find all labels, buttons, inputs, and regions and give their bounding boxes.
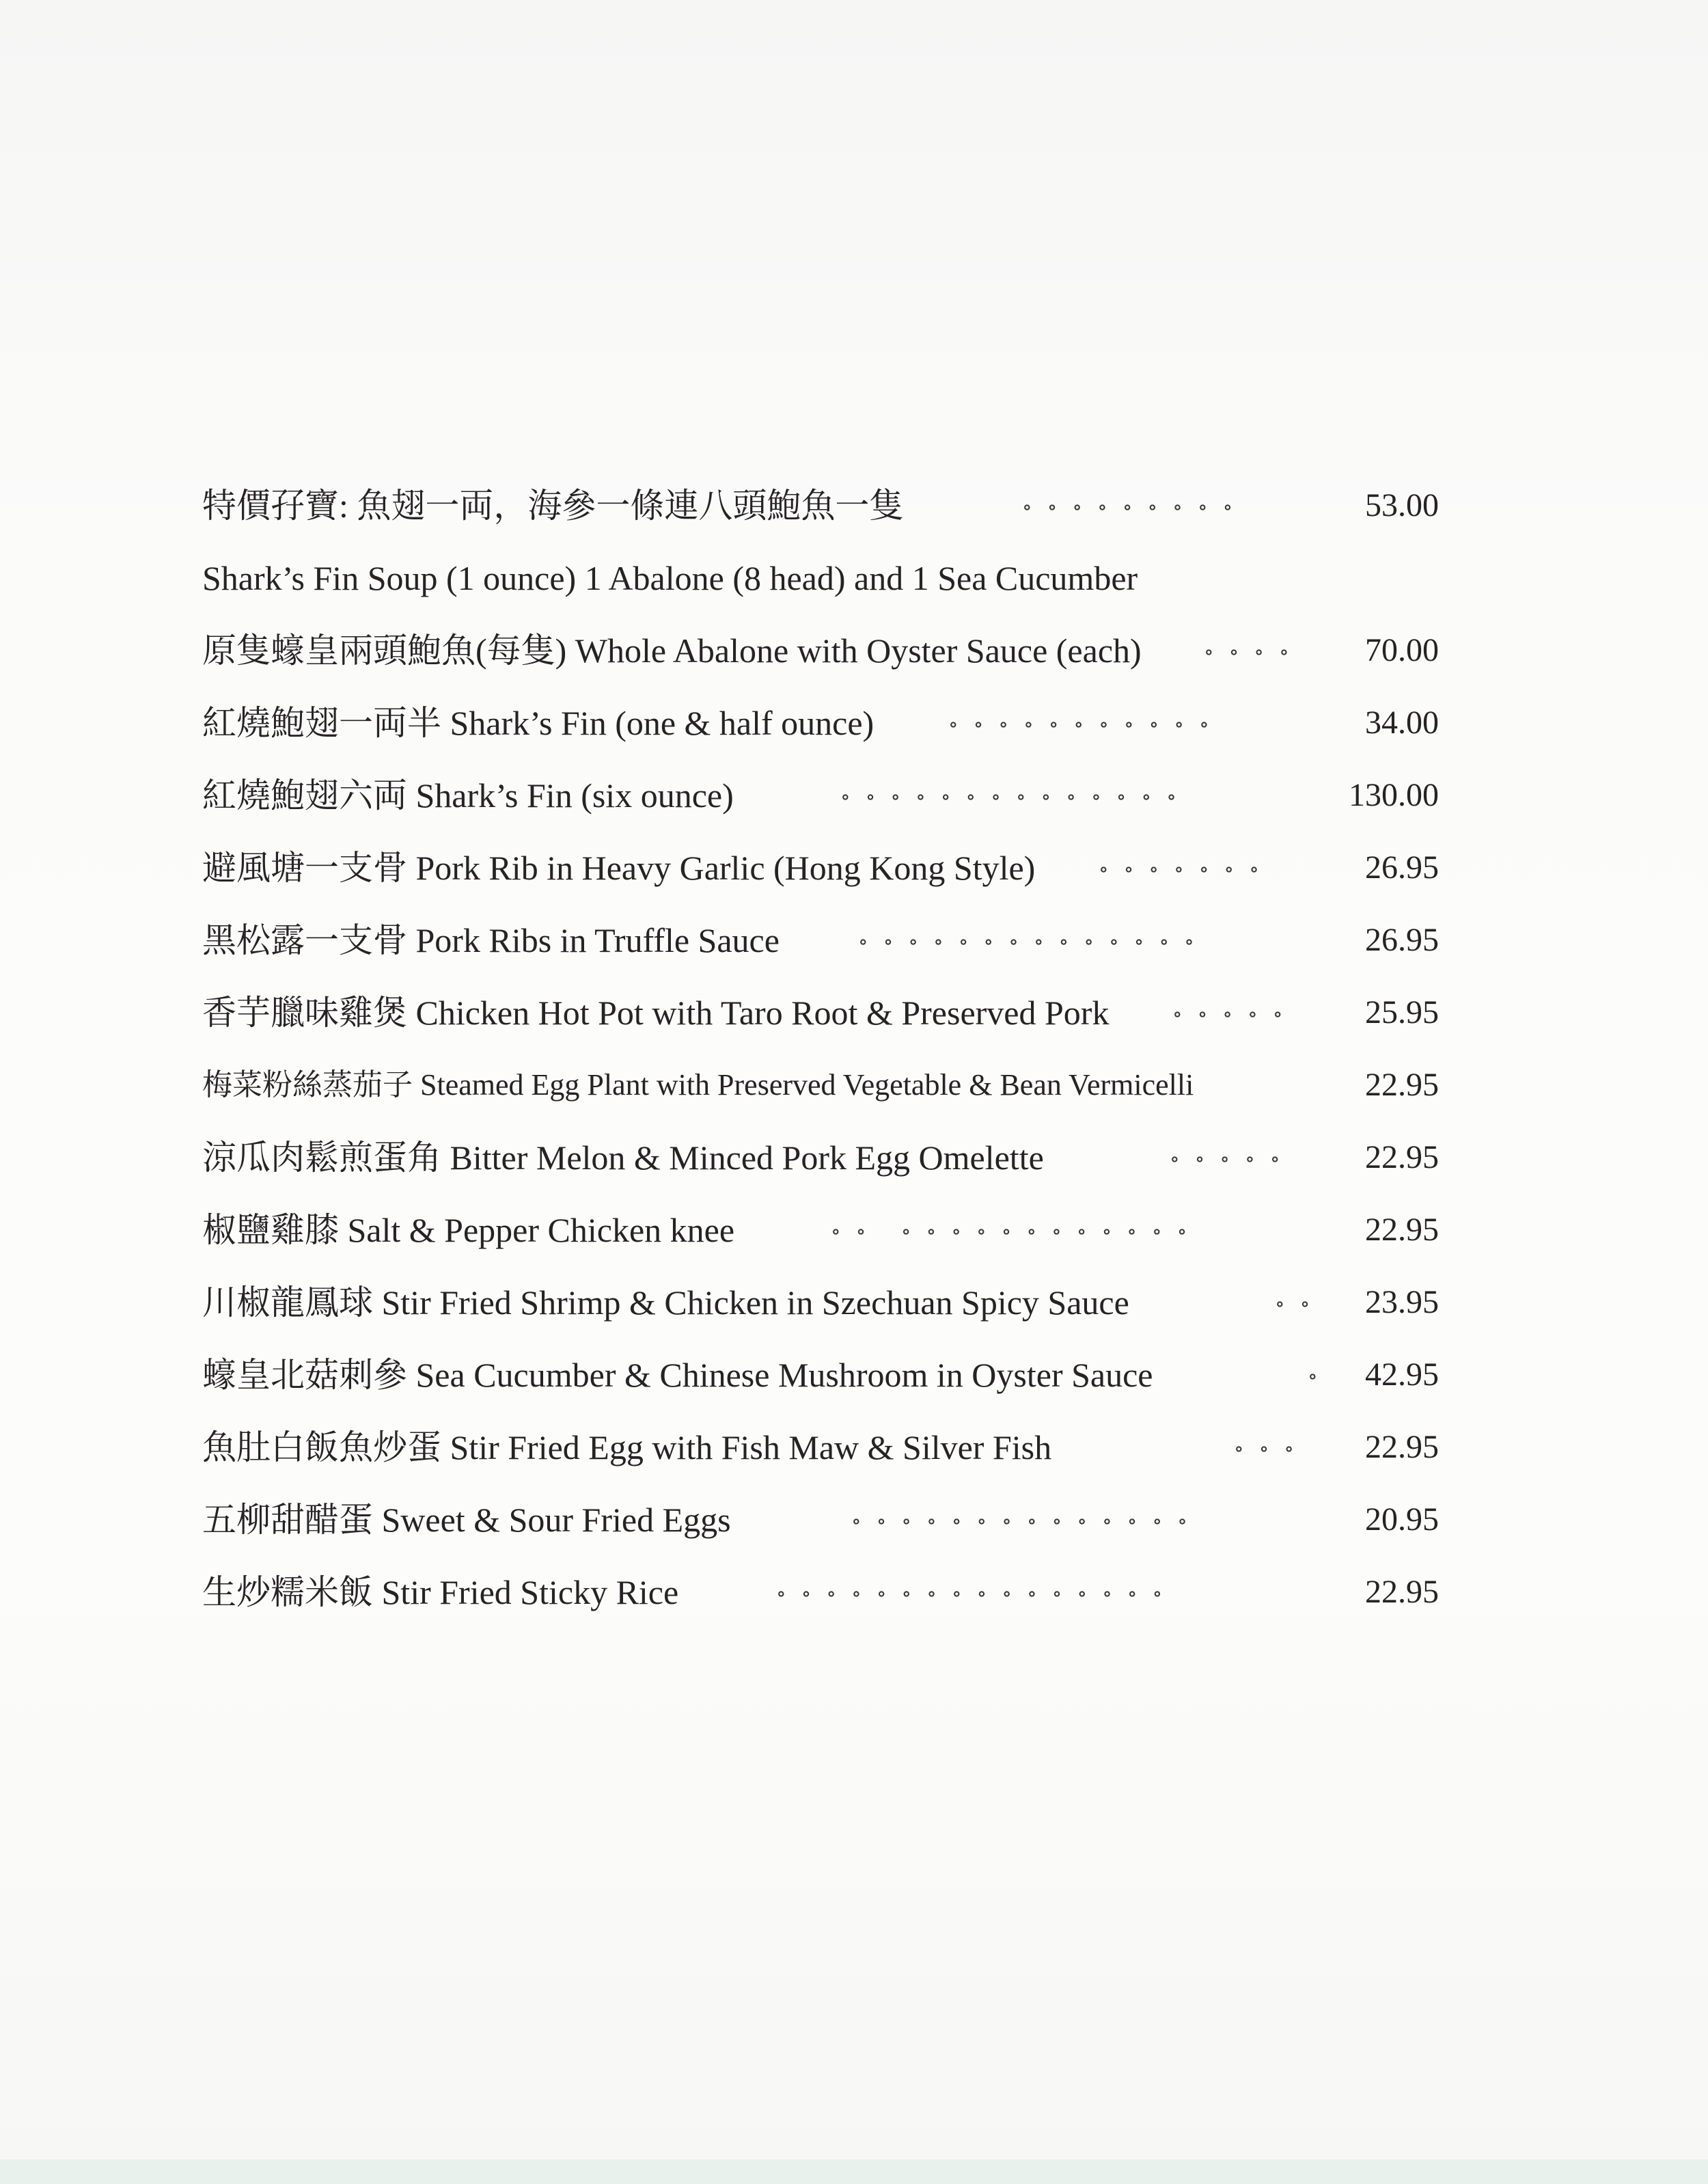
menu-item-price: 130.00 (1349, 777, 1439, 813)
menu-item-name: 黑松露一支骨 Pork Ribs in Truffle Sauce (202, 921, 780, 959)
menu-item-leader: ∘∘∘∘∘ (1172, 1003, 1298, 1026)
menu-item (202, 1492, 1439, 1547)
menu-item-leader: ∘∘∘∘∘∘∘∘∘∘∘∘∘∘ (840, 786, 1192, 808)
menu-item-name: 川椒龍鳳球 Stir Fried Shrimp & Chicken in Szechuan Spicy Sauce (202, 1283, 1129, 1322)
menu-item-leader: ∘∘∘∘∘∘∘∘∘∘∘ (948, 713, 1224, 736)
menu-item (202, 696, 1439, 750)
menu-item-price: 20.95 (1365, 1501, 1439, 1538)
menu-item (202, 985, 1439, 1040)
menu-item-leader: ∘∘∘∘∘∘∘∘∘∘∘∘∘∘ (851, 1510, 1202, 1533)
menu-item-leader: ∘ (1308, 1365, 1333, 1388)
menu-item-leader: ∘∘ (1275, 1293, 1325, 1315)
menu-item (202, 841, 1439, 895)
menu-item (202, 768, 1439, 823)
menu-item (202, 1275, 1439, 1330)
menu-item-name: 涼瓜肉鬆煎蛋角 Bitter Melon & Minced Pork Egg Omelette (202, 1138, 1044, 1177)
menu-item-price: 25.95 (1365, 994, 1439, 1030)
menu-item-price: 26.95 (1365, 922, 1439, 958)
menu-item-leader: ∘∘∘∘ (1204, 641, 1304, 664)
menu-item-leader: ∘∘∘ (1234, 1438, 1310, 1460)
menu-item-name: 特價孖寶: 魚翅一両，海參一條連八頭鮑魚一隻 (202, 487, 904, 525)
menu-item-price: 22.95 (1365, 1429, 1439, 1465)
menu-item-name: 蠔皇北菇刺參 Sea Cucumber & Chinese Mushroom in Oyster Sauce (202, 1356, 1153, 1394)
menu-item-name: 紅燒鮑翅六両 Shark’s Fin (six ounce) (202, 776, 734, 815)
menu-item-price: 53.00 (1365, 487, 1439, 523)
menu-item-name: 梅菜粉絲蒸茄子 Steamed Egg Plant with Preserved Vegetable & Bean Vermicelli (202, 1068, 1194, 1102)
menu-item (202, 1058, 1439, 1113)
menu-item-name: 紅燒鮑翅一両半 Shark’s Fin (one & half ounce) (202, 704, 874, 742)
menu-item-price: 22.95 (1365, 1067, 1439, 1103)
menu-item (202, 1348, 1439, 1402)
menu-item-price: 22.95 (1365, 1139, 1439, 1175)
menu-item (202, 623, 1439, 678)
menu-item-price: 22.95 (1365, 1574, 1439, 1610)
menu-item (202, 551, 1439, 605)
menu-item-name: Shark’s Fin Soup (1 ounce) 1 Abalone (8 head) and 1 Sea Cucumber (202, 559, 1138, 597)
menu-item-leader: ∘∘∘∘∘∘∘∘∘ (1022, 496, 1248, 519)
menu-item-name: 原隻蠔皇兩頭鮑魚(每隻) Whole Abalone with Oyster Sauce (each) (202, 631, 1142, 670)
menu-item-leader: ∘∘∘∘∘ (1170, 1148, 1295, 1171)
menu-item-leader: ∘∘∘∘∘∘∘ (1099, 858, 1274, 881)
menu-item (202, 1130, 1439, 1185)
menu-item (202, 913, 1439, 968)
menu-item-price: 23.95 (1365, 1284, 1439, 1320)
menu-item-name: 避風塘一支骨 Pork Rib in Heavy Garlic (Hong Kong Style) (202, 849, 1036, 887)
menu-item-leader: ∘∘ ∘∘∘∘∘∘∘∘∘∘∘∘ (831, 1220, 1202, 1243)
menu-item-price: 22.95 (1365, 1212, 1439, 1248)
menu-item (202, 1420, 1439, 1475)
menu-item-leader: ∘∘∘∘∘∘∘∘∘∘∘∘∘∘ (858, 931, 1209, 953)
menu-item (202, 1203, 1439, 1257)
menu-item-leader: ∘∘∘∘∘∘∘∘∘∘∘∘∘∘∘∘ (776, 1583, 1178, 1605)
menu-item-name: 香芋臘味雞煲 Chicken Hot Pot with Taro Root & Preserved Pork (202, 994, 1110, 1032)
menu-item-name: 五柳甜醋蛋 Sweet & Sour Fried Eggs (202, 1501, 731, 1539)
menu-item-name: 生炒糯米飯 Stir Fried Sticky Rice (202, 1573, 679, 1611)
menu-item-price: 70.00 (1365, 632, 1439, 668)
menu-item (202, 478, 1439, 533)
menu-item-price: 34.00 (1365, 705, 1439, 741)
menu-item-price: 26.95 (1365, 849, 1439, 886)
menu-item-price: 42.95 (1365, 1356, 1439, 1393)
menu-item (202, 1565, 1439, 1620)
page-edge (0, 2159, 1708, 2184)
menu-item-name: 魚肚白飯魚炒蛋 Stir Fried Egg with Fish Maw & Silver Fish (202, 1428, 1052, 1466)
menu-item-name: 椒鹽雞膝 Salt & Pepper Chicken knee (202, 1211, 735, 1249)
